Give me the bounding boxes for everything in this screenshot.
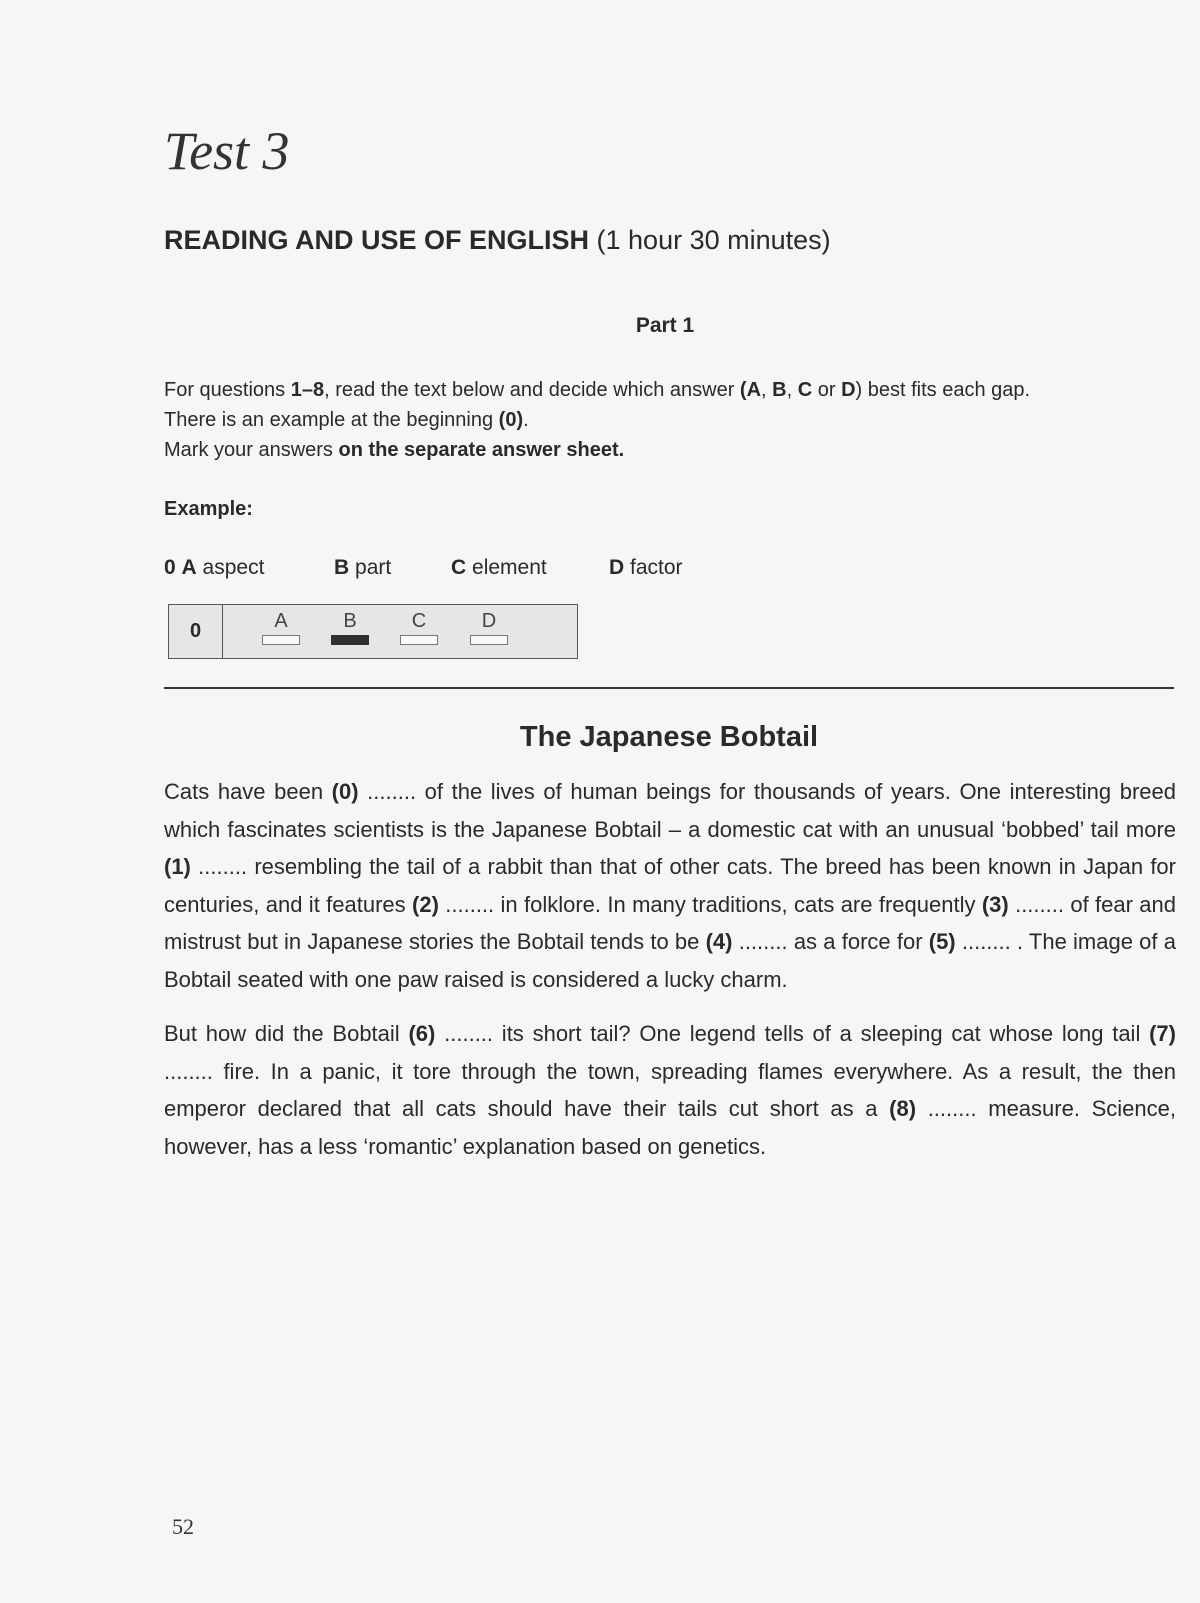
example-option-b: B part [334, 556, 392, 579]
section-duration: (1 hour 30 minutes) [589, 225, 831, 255]
answer-lozenge-b: B [330, 611, 370, 645]
passage-text [164, 773, 1176, 1182]
passage-text-segment: ........ as a force for [732, 929, 929, 954]
answer-lozenge-c: C [399, 611, 439, 645]
example-option-c: C element [451, 556, 547, 579]
instruction-line-2: There is an example at the beginning (0). [164, 409, 529, 431]
passage-text-segment: But how did the Bobtail [164, 1021, 409, 1046]
test-title: Test 3 [164, 121, 290, 181]
gap-number: (7) [1149, 1021, 1176, 1046]
answer-sheet-number: 0 [169, 605, 223, 658]
instruction-line-3: Mark your answers on the separate answer sheet. [164, 439, 625, 461]
passage-paragraph-1 [164, 773, 1176, 998]
passage-text-segment: ........ of the lives of human beings for thousands of years. One interesting breed which fascinates scientists is the Japanese Bobtail – a domestic cat with an unusual ‘bobbed’ tail more [164, 779, 1176, 842]
example-option-a: 0 A aspect [164, 556, 265, 579]
answer-lozenge-a: A [261, 611, 301, 645]
gap-number: (6) [408, 1021, 436, 1046]
example-label: Example: [164, 498, 253, 520]
passage-text-segment: ........ resembling the tail of a rabbit than that of other cats. The breed has been known in Japan for centuries, and it features [164, 854, 1176, 917]
passage-text-segment: ........ its short tail? One legend tells of a sleeping cat whose long tail [435, 1021, 1150, 1046]
passage-text-segment: ........ . The image of a Bobtail seated with one paw raised is considered a lucky charm. [164, 929, 1176, 992]
instruction-line-1: For questions 1–8, read the text below and decide which answer (A, B, C or D) best fits each gap. [164, 379, 1031, 401]
passage-text-segment: ........ of fear and mistrust but in Japanese stories the Bobtail tends to be [164, 891, 1177, 954]
page-number: 52 [172, 1514, 194, 1539]
gap-number: (2) [412, 891, 439, 917]
gap-number: (8) [889, 1096, 917, 1121]
passage-title: The Japanese Bobtail [519, 721, 819, 753]
example-option-d: D factor [609, 556, 683, 579]
passage-text-segment: ........ in folklore. In many traditions, cats are frequently [438, 891, 982, 917]
passage-text-segment: ........ fire. In a panic, it tore through the town, spreading flames everywhere. As a result, the then emperor declared that all cats should have their tails cut short as a [164, 1058, 1176, 1121]
gap-number: (1) [164, 854, 191, 879]
instructions [164, 375, 1174, 465]
passage-text-segment: Cats have been [164, 779, 332, 804]
gap-number: (4) [705, 929, 733, 954]
answer-lozenge-d: D [469, 611, 509, 645]
section-divider [164, 687, 1174, 689]
gap-number: (5) [928, 929, 956, 954]
part-title: Part 1 [635, 314, 695, 337]
passage-text-segment: ........ measure. Science, however, has a less ‘romantic’ explanation based on genetics. [164, 1096, 1176, 1159]
passage-paragraph-2 [164, 1015, 1176, 1165]
section-title [164, 225, 831, 256]
example-answer-sheet [168, 604, 578, 659]
gap-number: (0) [331, 779, 359, 804]
gap-number: (3) [981, 891, 1009, 917]
section-title-main: READING AND USE OF ENGLISH [164, 225, 590, 255]
